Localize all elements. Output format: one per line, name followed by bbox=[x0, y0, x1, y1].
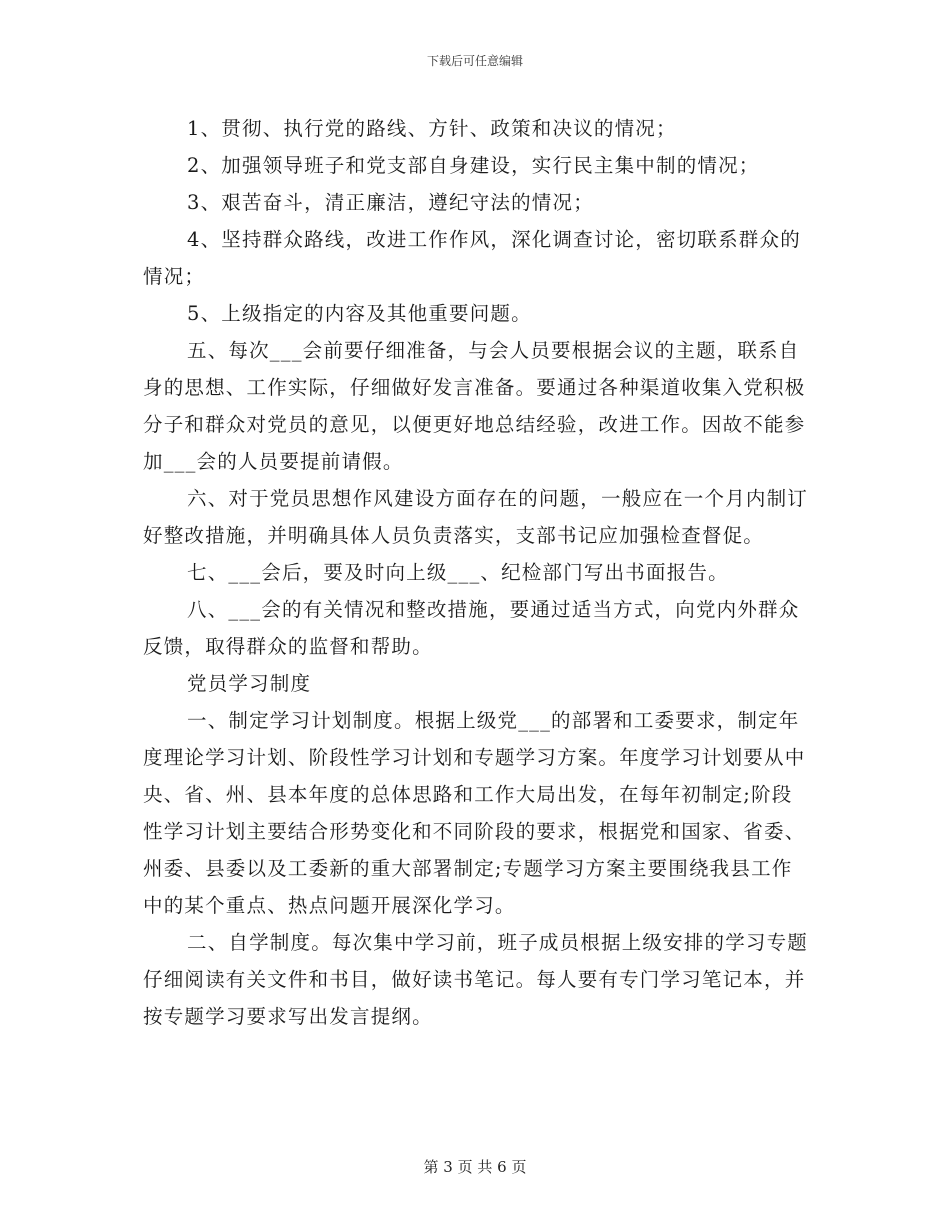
paragraph-section-8: 八、___会的有关情况和整改措施，要通过适当方式，向党内外群众反馈，取得群众的监督和帮助。 bbox=[143, 598, 800, 658]
section-title-study-system: 党员学习制度 bbox=[187, 672, 312, 695]
paragraph-section-5: 五、每次___会前要仔细准备，与会人员要根据会议的主题，联系自身的思想、工作实际，仔细做好发言准备。要通过各种渠道收集入党积极分子和群众对党员的意见，以便更好地总结经验，改进工作。因故不能参加___会的人员要提前请假。 bbox=[143, 339, 806, 473]
paragraph-self-study: 二、自学制度。每次集中学习前，班子成员根据上级安排的学习专题仔细阅读有关文件和书目，做好读书笔记。每人要有专门学习笔记本，并按专题学习要求写出发言提纲。 bbox=[143, 931, 809, 1028]
page-number: 第 3 页 共 6 页 bbox=[423, 1158, 527, 1176]
paragraph-item-3: 3、艰苦奋斗，清正廉洁，遵纪守法的情况； bbox=[187, 191, 594, 214]
paragraph-item-5: 5、上级指定的内容及其他重要问题。 bbox=[187, 302, 532, 325]
paragraph-section-6: 六、对于党员思想作风建设方面存在的问题，一般应在一个月内制订好整改措施，并明确具体人员负责落实，支部书记应加强检查督促。 bbox=[143, 487, 809, 547]
page-header-note: 下载后可任意编辑 bbox=[426, 54, 523, 68]
paragraph-section-7: 七、___会后，要及时向上级___、纪检部门写出书面报告。 bbox=[187, 561, 729, 584]
paragraph-item-1: 1、贯彻、执行党的路线、方针、政策和决议的情况； bbox=[187, 117, 677, 140]
paragraph-item-2: 2、加强领导班子和党支部自身建设，实行民主集中制的情况； bbox=[187, 154, 760, 177]
paragraph-study-plan: 一、制定学习计划制度。根据上级党___的部署和工委要求，制定年度理论学习计划、阶段性学习计划和专题学习方案。年度学习计划要从中央、省、州、县本年度的总体思路和工作大局出发，在每年初制定;阶段性学习计划主要结合形势变化和不同阶段的要求，根据党和国家、省委、州委、县委以及工委新的重大部署制定;专题学习方案主要围绕我县工作中的某个重点、热点问题开展深化学习。 bbox=[143, 709, 806, 917]
document-body bbox=[143, 110, 813, 1035]
paragraph-item-4: 4、坚持群众路线，改进工作作风，深化调查讨论，密切联系群众的情况； bbox=[143, 228, 801, 288]
